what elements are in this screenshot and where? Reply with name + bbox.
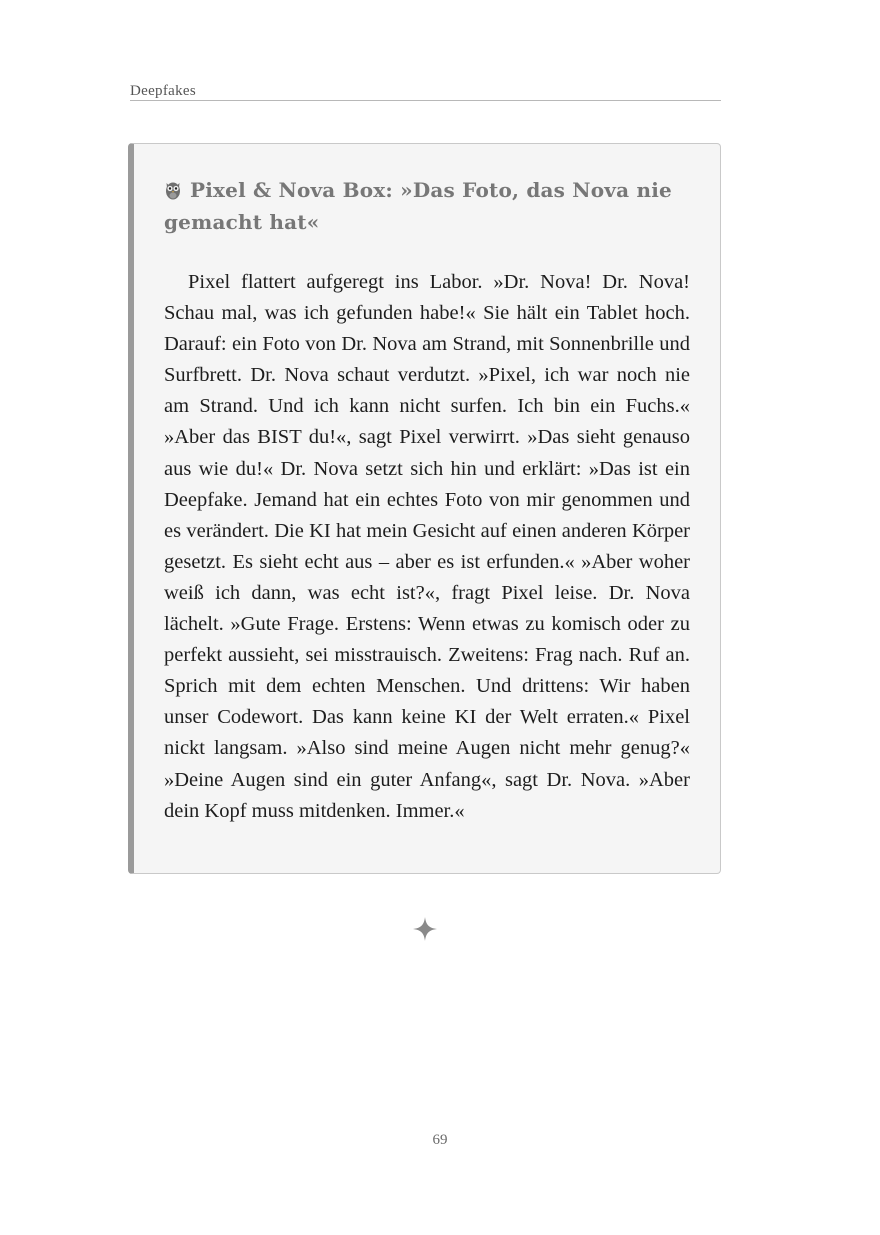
pixel-nova-box — [128, 143, 721, 874]
box-body-text: Pixel flattert aufgeregt ins Labor. »Dr. Nova! Dr. Nova! Schau mal, was ich gefunden habe!« Sie hält ein Tablet hoch. Darauf: ein Foto von Dr. Nova am Strand, mit Sonnenbrille und Surfbrett. Dr. Nova schaut verdutzt. »Pixel, ich war noch nie am Strand. Und ich kann nicht surfen. Ich bin ein Fuchs.« »Aber das BIST du!«, sagt Pixel verwirrt. »Das sieht genauso aus wie du!« Dr. Nova setzt sich hin und erklärt: »Das ist ein Deepfake. Jemand hat ein echtes Foto von mir genommen und es verändert. Die KI hat mein Gesicht auf einen anderen Körper gesetzt. Es sieht echt aus – aber es ist erfunden.« »Aber woher weiß ich dann, was echt ist?«, fragt Pixel leise. Dr. Nova lächelt. »Gute Frage. Erstens: Wenn etwas zu komisch oder zu perfekt aussieht, sei misstrauisch. Zweitens: Frag nach. Ruf an. Sprich mit dem echten Menschen. Und drittens: Wir haben unser Codewort. Das kann keine KI der Welt erraten.« Pixel nickt langsam. »Also sind meine Augen nicht mehr genug?« »Deine Augen sind ein guter Anfang«, sagt Dr. Nova. »Aber dein Kopf muss mitdenken. Immer.« — [164, 271, 690, 822]
owl-icon — [164, 178, 182, 200]
running-header: Deepfakes — [130, 83, 196, 99]
box-title — [164, 174, 690, 238]
header-rule — [130, 100, 721, 101]
box-title-text: Pixel & Nova Box: »Das Foto, das Nova nie gemacht hat« — [164, 178, 672, 234]
four-point-star-icon — [413, 917, 437, 941]
page-number: 69 — [432, 1132, 448, 1148]
